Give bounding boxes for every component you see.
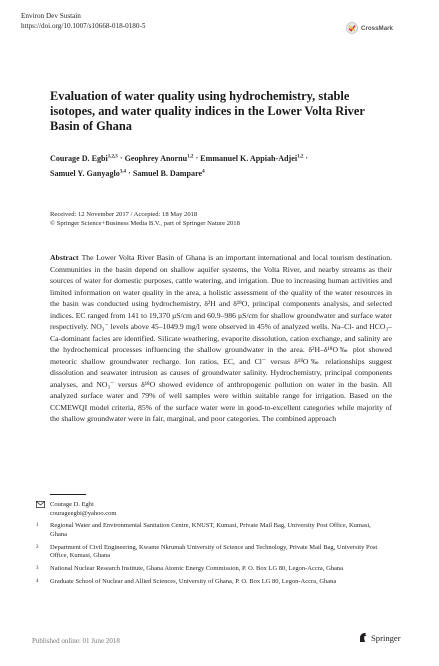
affiliation-text: National Nuclear Research Institute, Ghana Atomic Energy Commission, P. O. Box LG 80, Legon-Accra, Ghana	[50, 565, 344, 573]
contact-email[interactable]: courageegbi@yahoo.com	[50, 509, 117, 517]
author[interactable]: Geophrey Anornu$^{1,2}$	[124, 153, 194, 163]
publisher-name: Springer	[371, 632, 401, 643]
author[interactable]: Samuel B. Dampare$^4$	[132, 168, 205, 178]
author[interactable]: Emmanuel K. Appiah-Adjei$^{1,2}$	[200, 153, 304, 163]
contact-name: Courage D. Egbi	[50, 501, 94, 508]
affiliation-text: Graduate School of Nuclear and Allied Sciences, University of Ghana, P. O. Box LG 80, Legon-Accra, Ghana	[50, 577, 337, 585]
affiliation-text: Regional Water and Environmental Sanitation Centre, KNUST, Kumasi, Private Mail Bag, University Post Office, Kumasi, Ghana	[50, 522, 371, 538]
author-list	[50, 150, 390, 181]
article-dates	[50, 210, 240, 229]
contact-note	[36, 501, 386, 518]
author[interactable]: Samuel Y. Ganyaglo$^{3,4}$	[50, 168, 127, 178]
published-date: Published online: 01 June 2018	[32, 637, 120, 645]
footnotes	[36, 501, 386, 591]
affiliation-number: 3	[36, 566, 39, 572]
affiliation	[36, 578, 386, 587]
author[interactable]: Courage D. Egbi$^{1,2,3}$	[50, 153, 118, 163]
crossmark-label: CrossMark	[361, 24, 393, 32]
received-accepted: Received: 12 November 2017 / Accepted: 18 May 2018	[50, 211, 198, 218]
affiliation-number: 4	[36, 578, 39, 584]
abstract	[50, 252, 392, 425]
journal-name: Environ Dev Sustain	[21, 12, 81, 20]
footnote-divider	[50, 494, 86, 495]
author-separator: ·	[119, 153, 125, 163]
affiliation	[36, 544, 386, 561]
article-title: Evaluation of water quality using hydrochemistry, stable isotopes, and water quality indices in the Lower Volta River Basin of Ghana	[50, 89, 365, 134]
doi-link[interactable]: https://doi.org/10.1007/s10668-018-0180-5	[21, 21, 146, 30]
abstract-text: The Lower Volta River Basin of Ghana is an important international and local tourism destination. Communities in the basin depend on shallow aquifer systems, the Volta River, and nearby streams as their sources of water for domestic purposes, cattle watering, and irrigation. Due to increasing human activities and limited information on water quality in the area, a holistic assessment of the quality of the water resources in the basin was conducted using hydrochemistry, δ²H and δ¹⁸O, principal components analysis, and selected indices. EC ranged from 141 to 19,370 μS/cm and 60.9–986 μS/cm for shallow groundwater and surface water respectively. NO₃⁻ levels above 45–1049.9 mg/l were observed in 45% of analyzed wells. Na–Cl- and HCO₃–Ca-dominant facies are identified. Silicate weathering, evaporite dissolution, cation exchange, and salinity are the hydrochemical processes influencing the shallow groundwater in the area. δ²H–δ¹⁸O‰ plot showed meteoric shallow groundwater recharge. Ion ratios, EC, and Cl⁻ versus δ¹⁸O‰ relationships suggest dissolution and seawater intrusion as causes of groundwater salinity. Hydrochemistry, principal components analyses, and NO₃⁻ versus δ¹⁸O showed evidence of anthropogenic pollution on water in the basin. All analyzed surface water and 79% of well samples were within suitable range for irrigation. Based on the CCMEWQI model criteria, 85% of the surface water were in good-to-excellent categories while majority of the shallow groundwater were in fair, marginal, and poor categories. The combined approach	[50, 253, 392, 423]
envelope-icon	[36, 501, 50, 518]
affiliation-number: 1	[36, 523, 39, 529]
copyright: © Springer Science+Business Media B.V., part of Springer Nature 2018	[50, 220, 240, 228]
affiliation	[36, 522, 386, 539]
springer-horse-icon	[358, 632, 368, 643]
author-separator: ·	[305, 153, 309, 163]
affiliation-text: Department of Civil Engineering, Kwame Nkrumah University of Science and Technology, Private Mail Bag, University Post Office, Kumasi, Ghana	[50, 543, 378, 560]
author-separator: ·	[195, 153, 201, 163]
crossmark-badge[interactable]	[346, 22, 393, 34]
author-separator: ·	[128, 168, 133, 178]
journal-header	[21, 12, 145, 31]
affiliation	[36, 565, 386, 574]
abstract-label: Abstract	[50, 253, 79, 262]
crossmark-icon	[346, 22, 358, 34]
springer-logo	[358, 632, 401, 643]
affiliation-number: 2	[36, 544, 39, 550]
